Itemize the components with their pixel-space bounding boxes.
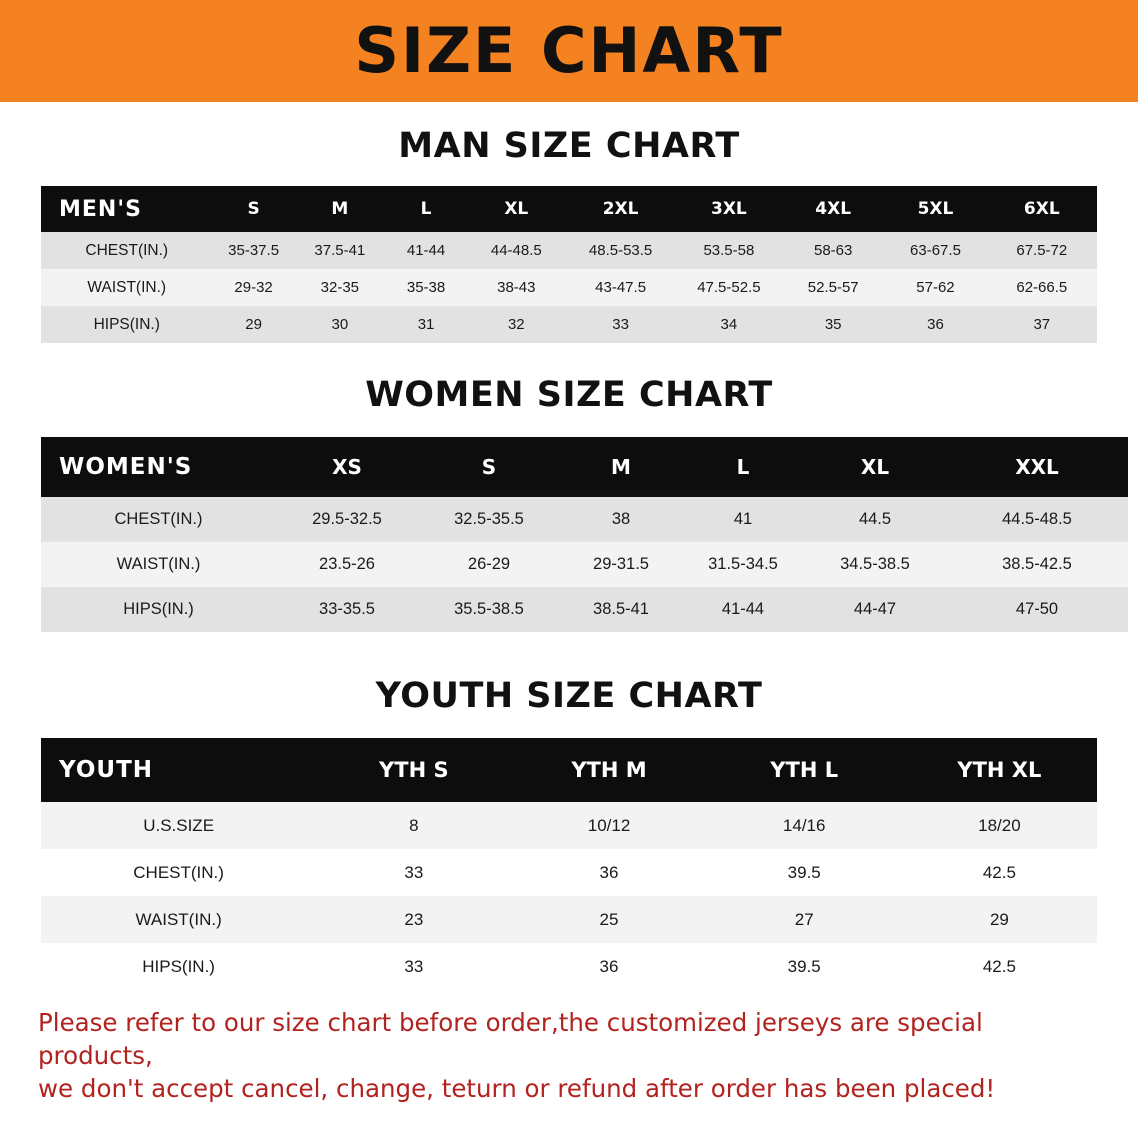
cell: 47-50 (946, 587, 1128, 632)
cell: 32.5-35.5 (418, 497, 560, 542)
cell: 34 (676, 306, 782, 343)
table-row (41, 802, 1097, 849)
cell: 41-44 (385, 232, 467, 269)
cell: 41 (682, 497, 804, 542)
cell: 31.5-34.5 (682, 542, 804, 587)
man-size-table (41, 186, 1097, 343)
row-label: HIPS(IN.) (41, 306, 212, 343)
cell: 52.5-57 (782, 269, 884, 306)
cell: 26-29 (418, 542, 560, 587)
row-label: WAIST(IN.) (41, 896, 316, 943)
column-header: L (385, 186, 467, 232)
cell: 10/12 (511, 802, 706, 849)
cell: 41-44 (682, 587, 804, 632)
disclaimer-note (38, 1006, 1100, 1105)
cell: 31 (385, 306, 467, 343)
column-header: MEN'S (41, 186, 212, 232)
cell: 23.5-26 (276, 542, 418, 587)
column-header: XL (804, 437, 946, 497)
column-header: YTH M (511, 738, 706, 802)
table-header-row (41, 186, 1097, 232)
column-header: 5XL (884, 186, 986, 232)
cell: 36 (511, 943, 706, 990)
cell: 33 (316, 849, 511, 896)
banner (0, 0, 1138, 102)
cell: 33 (316, 943, 511, 990)
cell: 67.5-72 (987, 232, 1097, 269)
column-header: L (682, 437, 804, 497)
cell: 8 (316, 802, 511, 849)
cell: 38 (560, 497, 682, 542)
cell: 53.5-58 (676, 232, 782, 269)
cell: 39.5 (707, 943, 902, 990)
cell: 44.5-48.5 (946, 497, 1128, 542)
cell: 14/16 (707, 802, 902, 849)
table-row (41, 943, 1097, 990)
row-label: CHEST(IN.) (41, 849, 316, 896)
table-row (41, 269, 1097, 306)
table-row (41, 497, 1128, 542)
cell: 33 (565, 306, 675, 343)
column-header: 6XL (987, 186, 1097, 232)
column-header: YTH S (316, 738, 511, 802)
row-label: U.S.SIZE (41, 802, 316, 849)
cell: 44.5 (804, 497, 946, 542)
column-header: 2XL (565, 186, 675, 232)
table-header-row (41, 738, 1097, 802)
cell: 38.5-41 (560, 587, 682, 632)
cell: 57-62 (884, 269, 986, 306)
column-header: 4XL (782, 186, 884, 232)
table-header-row (41, 437, 1128, 497)
cell: 29.5-32.5 (276, 497, 418, 542)
cell: 43-47.5 (565, 269, 675, 306)
column-header: WOMEN'S (41, 437, 276, 497)
row-label: WAIST(IN.) (41, 269, 212, 306)
table-row (41, 542, 1128, 587)
cell: 44-48.5 (467, 232, 565, 269)
man-section-heading: MAN SIZE CHART (398, 126, 740, 166)
table-row (41, 896, 1097, 943)
cell: 23 (316, 896, 511, 943)
table-row (41, 232, 1097, 269)
cell: 35.5-38.5 (418, 587, 560, 632)
cell: 30 (295, 306, 385, 343)
column-header: XS (276, 437, 418, 497)
women-section-heading: WOMEN SIZE CHART (365, 375, 773, 415)
cell: 47.5-52.5 (676, 269, 782, 306)
cell: 29-32 (212, 269, 294, 306)
cell: 44-47 (804, 587, 946, 632)
cell: 37.5-41 (295, 232, 385, 269)
cell: 25 (511, 896, 706, 943)
cell: 33-35.5 (276, 587, 418, 632)
cell: 36 (511, 849, 706, 896)
cell: 29 (902, 896, 1097, 943)
column-header: S (418, 437, 560, 497)
column-header: XL (467, 186, 565, 232)
cell: 38-43 (467, 269, 565, 306)
page-title: SIZE CHART (354, 14, 784, 87)
cell: 35-37.5 (212, 232, 294, 269)
youth-table-wrap (41, 738, 1097, 990)
column-header: M (295, 186, 385, 232)
column-header: M (560, 437, 682, 497)
cell: 32-35 (295, 269, 385, 306)
youth-section-heading: YOUTH SIZE CHART (375, 676, 763, 716)
cell: 37 (987, 306, 1097, 343)
row-label: HIPS(IN.) (41, 943, 316, 990)
cell: 62-66.5 (987, 269, 1097, 306)
women-size-table (41, 437, 1128, 632)
column-header: 3XL (676, 186, 782, 232)
column-header: YTH XL (902, 738, 1097, 802)
column-header: XXL (946, 437, 1128, 497)
column-header: S (212, 186, 294, 232)
row-label: CHEST(IN.) (41, 497, 276, 542)
man-table-wrap (41, 186, 1097, 343)
cell: 42.5 (902, 943, 1097, 990)
cell: 58-63 (782, 232, 884, 269)
women-table-wrap (41, 437, 1097, 632)
cell: 48.5-53.5 (565, 232, 675, 269)
disclaimer-line-2: we don't accept cancel, change, teturn or refund after order has been placed! (38, 1074, 996, 1104)
table-row (41, 849, 1097, 896)
youth-size-table (41, 738, 1097, 990)
cell: 34.5-38.5 (804, 542, 946, 587)
column-header: YOUTH (41, 738, 316, 802)
disclaimer-line-1: Please refer to our size chart before order,the customized jerseys are special products, (38, 1008, 983, 1071)
cell: 29 (212, 306, 294, 343)
cell: 38.5-42.5 (946, 542, 1128, 587)
row-label: HIPS(IN.) (41, 587, 276, 632)
cell: 63-67.5 (884, 232, 986, 269)
row-label: WAIST(IN.) (41, 542, 276, 587)
cell: 18/20 (902, 802, 1097, 849)
column-header: YTH L (707, 738, 902, 802)
cell: 27 (707, 896, 902, 943)
cell: 42.5 (902, 849, 1097, 896)
row-label: CHEST(IN.) (41, 232, 212, 269)
cell: 36 (884, 306, 986, 343)
cell: 32 (467, 306, 565, 343)
cell: 29-31.5 (560, 542, 682, 587)
cell: 35 (782, 306, 884, 343)
table-row (41, 587, 1128, 632)
table-row (41, 306, 1097, 343)
cell: 35-38 (385, 269, 467, 306)
cell: 39.5 (707, 849, 902, 896)
